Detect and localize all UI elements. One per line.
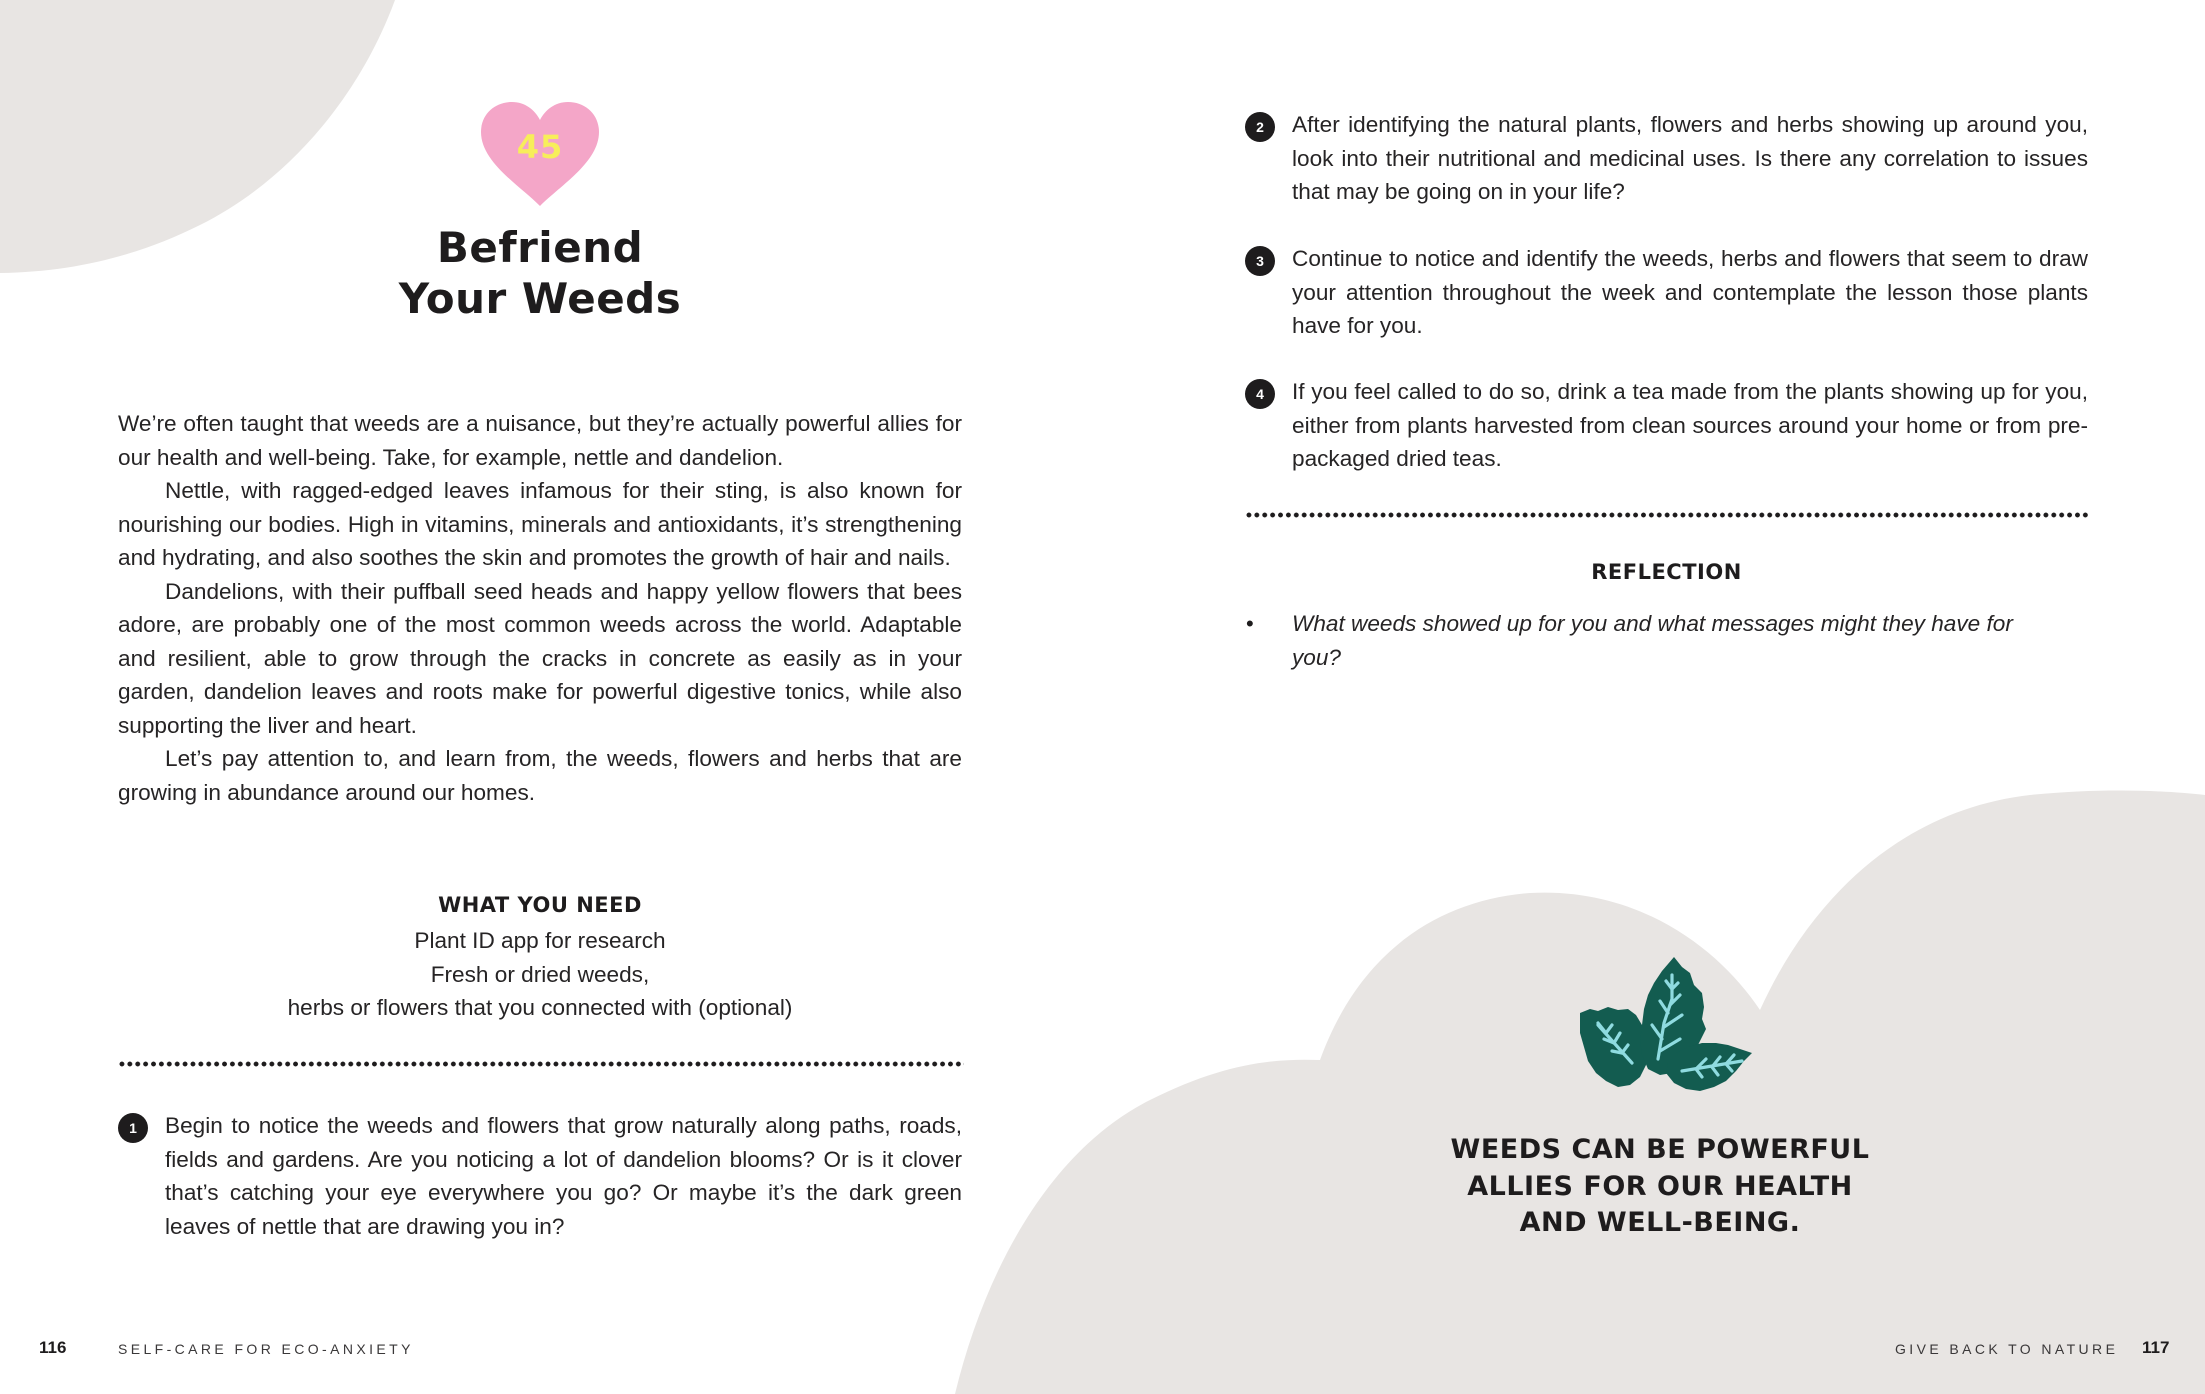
intro-paragraph: Dandelions, with their puffball seed heads and happy yellow flowers that bees adore, are probably one of the most common weeds across the world. Adaptable and resilient, able to grow through the cracks in concrete as easily as in your garden, dandelion leaves and roots make for powerful digestive tonics, while also supporting the liver and heart. — [118, 578, 962, 738]
step-text: After identifying the natural plants, flowers and herbs showing up around you, look into their nutritional and medicinal uses. Is there any correlation to issues that may be going on in your life? — [1292, 112, 2088, 204]
step-text: If you feel called to do so, drink a tea made from the plants showing up for you, either from plants harvested from clean sources around your home or from pre-packaged dried teas. — [1292, 379, 2088, 471]
step-number-badge: 4 — [1245, 379, 1275, 409]
step-number-badge: 2 — [1245, 112, 1275, 142]
intro-paragraph: Let’s pay attention to, and learn from, the weeds, flowers and herbs that are growing in abundance around our homes. — [118, 746, 962, 805]
need-item: Plant ID app for research — [414, 928, 666, 953]
need-item: Fresh or dried weeds, — [430, 961, 650, 987]
dotted-divider — [118, 1061, 964, 1067]
what-you-need-list — [118, 924, 962, 1025]
dotted-divider — [1245, 512, 2090, 518]
intro-paragraph: We’re often taught that weeds are a nuisance, but they’re actually powerful allies for our health and well-being. Take, for example, nettle and dandelion. — [118, 411, 962, 470]
step-number-badge: 3 — [1245, 246, 1275, 276]
need-item: herbs or flowers that you connected with (optional) — [287, 995, 793, 1020]
intro-text — [118, 407, 962, 809]
title-line: Your Weeds — [398, 274, 682, 323]
page-title — [300, 222, 780, 324]
pull-quote — [1410, 1132, 1910, 1242]
running-head-left: SELF-CARE FOR ECO-ANXIETY — [118, 1341, 414, 1357]
pull-quote-line: ALLIES FOR OUR HEALTH — [1467, 1170, 1853, 1202]
step-text: Continue to notice and identify the weeds, herbs and flowers that seem to draw your attention throughout the week and contemplate the lesson those plants have for you. — [1292, 246, 2088, 338]
leaf-cluster-icon — [1576, 953, 1756, 1105]
step-text: Begin to notice the weeds and flowers that grow naturally along paths, roads, fields and gardens. Are you noticing a lot of dandelion blooms? Or is it clover that’s catching your eye everywhere you go? Or maybe it’s the dark green leaves of nettle that are drawing you in? — [165, 1113, 962, 1239]
activity-number: 45 — [516, 128, 564, 166]
bullet-icon: • — [1246, 611, 1254, 636]
pull-quote-line: WEEDS CAN BE POWERFUL — [1450, 1134, 1870, 1165]
page-number-left: 116 — [39, 1338, 67, 1357]
pull-quote-line: AND WELL-BEING. — [1519, 1207, 1801, 1238]
page-number-right: 117 — [2142, 1338, 2170, 1357]
reflection-question: What weeds showed up for you and what messages might they have for you? — [1292, 611, 2013, 670]
what-you-need-heading: WHAT YOU NEED — [438, 893, 642, 917]
intro-paragraph: Nettle, with ragged-edged leaves infamous for their sting, is also known for nourishing our bodies. High in vitamins, minerals and antioxidants, it’s strengthening and hydrating, and also soothes the skin and promotes the growth of hair and nails. — [118, 478, 962, 570]
step-number-badge: 1 — [118, 1113, 148, 1143]
reflection-heading: REFLECTION — [1591, 560, 1742, 584]
title-line: Befriend — [436, 223, 644, 272]
running-head-right: GIVE BACK TO NATURE — [1895, 1341, 2119, 1357]
